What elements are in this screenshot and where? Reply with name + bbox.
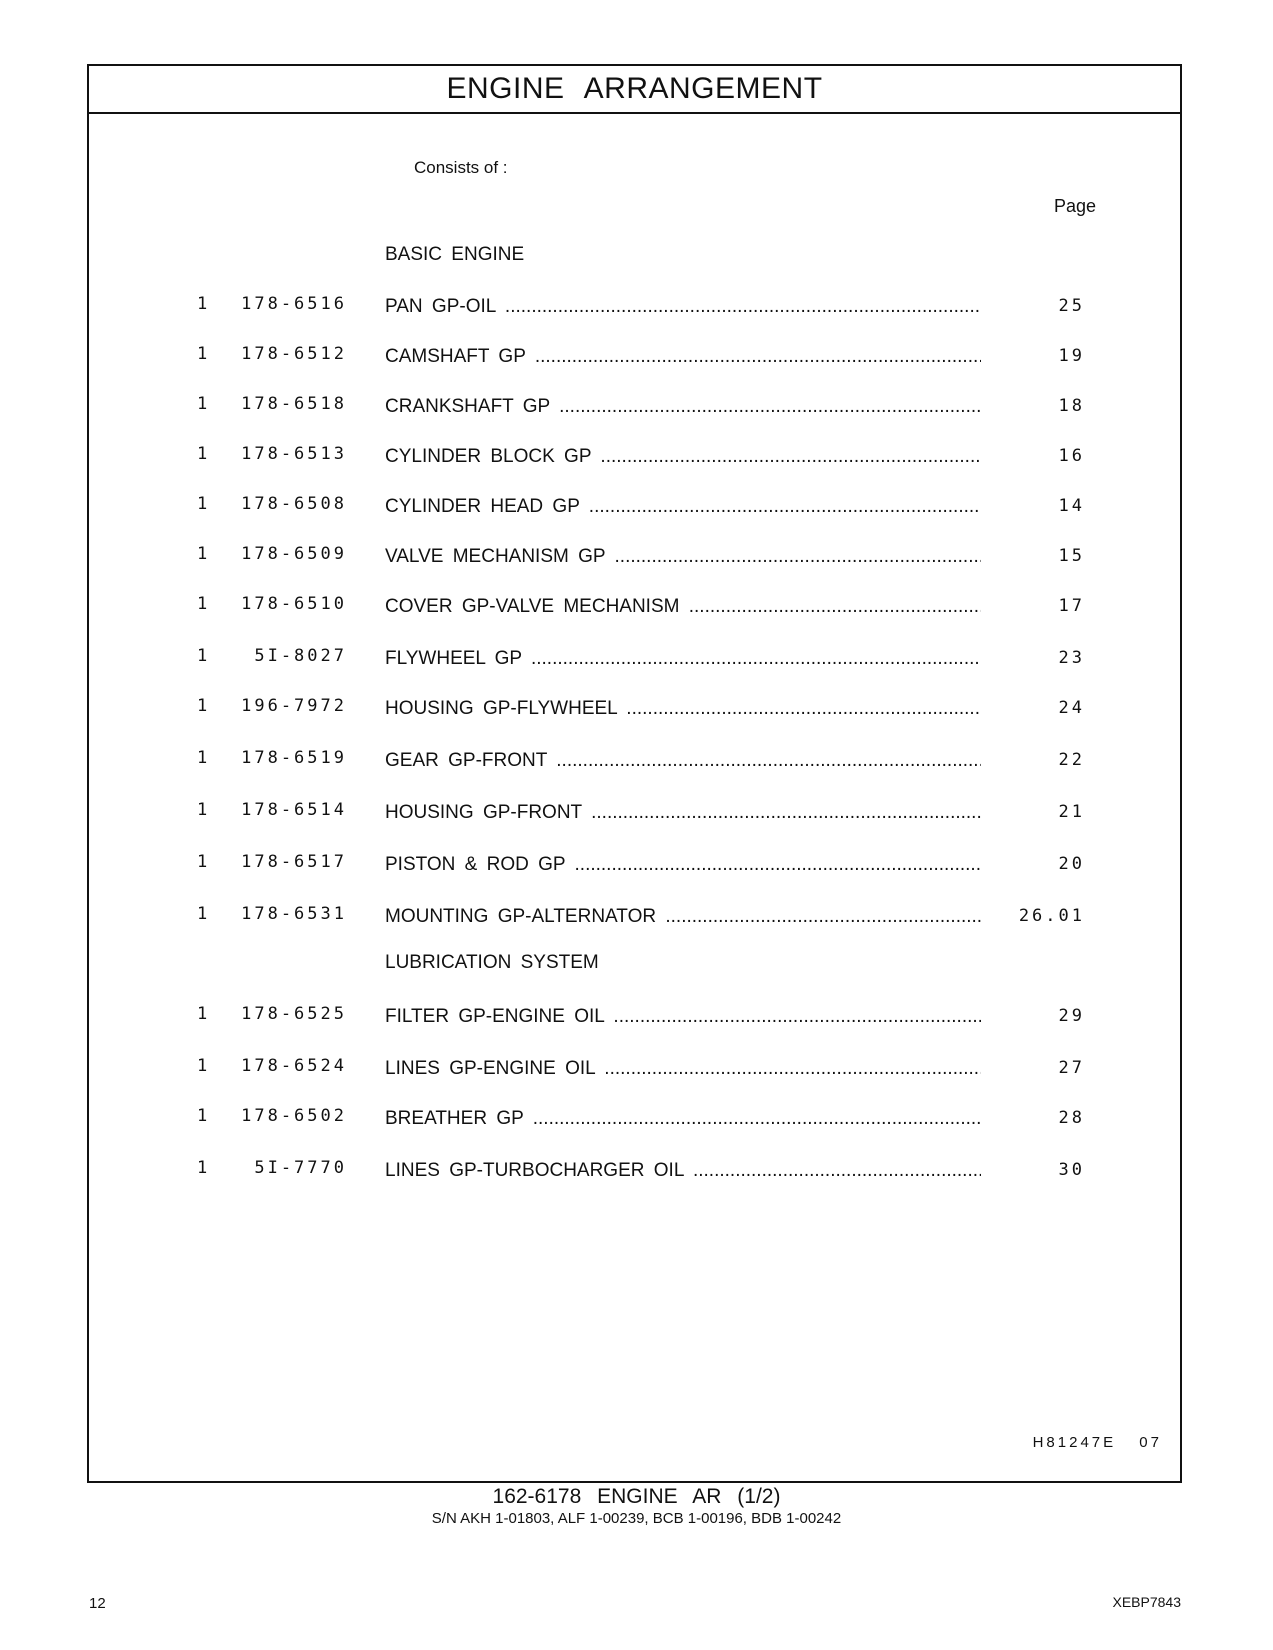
list-item <box>89 852 1180 882</box>
item-qty: 1 <box>197 904 211 924</box>
page-column-header: Page <box>1054 196 1097 216</box>
item-description: LINES GP-TURBOCHARGER OIL ..... <box>385 1160 981 1182</box>
item-page: 14 <box>1058 496 1085 516</box>
list-item <box>89 594 1180 624</box>
list-item <box>89 544 1180 574</box>
item-part-number: 5I-7770 <box>254 1158 347 1178</box>
item-qty: 1 <box>197 344 211 364</box>
item-page: 19 <box>1058 346 1085 366</box>
list-item <box>89 444 1180 474</box>
item-qty: 1 <box>197 646 211 666</box>
list-item <box>89 904 1180 934</box>
list-item <box>89 800 1180 830</box>
item-qty: 1 <box>197 1106 211 1126</box>
content-frame <box>87 64 1182 1483</box>
item-description: HOUSING GP-FLYWHEEL ..... <box>385 698 981 720</box>
item-page: 20 <box>1058 854 1085 874</box>
item-description: CYLINDER HEAD GP ..... <box>385 496 981 518</box>
item-page: 29 <box>1058 1006 1085 1026</box>
item-description: CYLINDER BLOCK GP ..... <box>385 446 981 468</box>
item-page: 17 <box>1058 596 1085 616</box>
serial-numbers: S/N AKH 1-01803, ALF 1-00239, BCB 1-00196, BDB 1-00242 <box>431 1510 842 1527</box>
item-qty: 1 <box>197 594 211 614</box>
list-item <box>89 494 1180 524</box>
item-part-number: 178-6531 <box>241 904 347 924</box>
item-description: CRANKSHAFT GP ..... <box>385 396 981 418</box>
list-item <box>89 646 1180 676</box>
section-heading-lubrication-system: LUBRICATION SYSTEM <box>385 952 599 973</box>
item-part-number: 178-6525 <box>241 1004 347 1024</box>
item-qty: 1 <box>197 852 211 872</box>
item-qty: 1 <box>197 800 211 820</box>
item-qty: 1 <box>197 748 211 768</box>
document-id: XEBP7843 <box>1112 1594 1181 1610</box>
page-title: ENGINE ARRANGEMENT <box>89 66 1180 114</box>
item-description: FLYWHEEL GP ..... <box>385 648 981 670</box>
item-description: GEAR GP-FRONT ..... <box>385 750 981 772</box>
item-qty: 1 <box>197 444 211 464</box>
item-part-number: 178-6516 <box>241 294 347 314</box>
item-part-number: 178-6512 <box>241 344 347 364</box>
item-part-number: 178-6508 <box>241 494 347 514</box>
list-item <box>89 1004 1180 1034</box>
item-part-number: 178-6509 <box>241 544 347 564</box>
item-part-number: 178-6510 <box>241 594 347 614</box>
list-item <box>89 748 1180 778</box>
item-part-number: 178-6517 <box>241 852 347 872</box>
item-part-number: 178-6502 <box>241 1106 347 1126</box>
item-qty: 1 <box>197 294 211 314</box>
item-page: 18 <box>1058 396 1085 416</box>
item-part-number: 196-7972 <box>241 696 347 716</box>
list-item <box>89 1106 1180 1136</box>
item-qty: 1 <box>197 394 211 414</box>
list-item <box>89 1158 1180 1188</box>
item-part-number: 5I-8027 <box>254 646 347 666</box>
list-item <box>89 294 1180 324</box>
item-page: 22 <box>1058 750 1085 770</box>
item-page: 23 <box>1058 648 1085 668</box>
item-part-number: 178-6514 <box>241 800 347 820</box>
item-qty: 1 <box>197 494 211 514</box>
item-page: 25 <box>1058 296 1085 316</box>
list-item <box>89 344 1180 374</box>
item-page: 27 <box>1058 1058 1085 1078</box>
illustration-code: H81247E 07 <box>1032 1434 1162 1451</box>
item-page: 26.01 <box>1018 906 1085 926</box>
item-description: BREATHER GP ..... <box>385 1108 981 1130</box>
item-qty: 1 <box>197 1158 211 1178</box>
item-qty: 1 <box>197 1004 211 1024</box>
item-page: 15 <box>1058 546 1085 566</box>
item-part-number: 178-6519 <box>241 748 347 768</box>
item-page: 24 <box>1058 698 1085 718</box>
item-description: VALVE MECHANISM GP ..... <box>385 546 981 568</box>
list-item <box>89 394 1180 424</box>
item-description: PAN GP-OIL ..... <box>385 296 981 318</box>
item-part-number: 178-6513 <box>241 444 347 464</box>
item-description: COVER GP-VALVE MECHANISM ..... <box>385 596 981 618</box>
item-qty: 1 <box>197 544 211 564</box>
item-page: 30 <box>1058 1160 1085 1180</box>
item-description: LINES GP-ENGINE OIL ..... <box>385 1058 981 1080</box>
list-item <box>89 696 1180 726</box>
item-description: HOUSING GP-FRONT ..... <box>385 802 981 824</box>
page-number: 12 <box>89 1595 106 1612</box>
list-item <box>89 1056 1180 1086</box>
consists-label: Consists of : <box>414 158 508 177</box>
item-description: CAMSHAFT GP ..... <box>385 346 981 368</box>
item-page: 16 <box>1058 446 1085 466</box>
item-description: FILTER GP-ENGINE OIL ..... <box>385 1006 981 1028</box>
item-page: 28 <box>1058 1108 1085 1128</box>
item-qty: 1 <box>197 1056 211 1076</box>
section-heading-basic-engine: BASIC ENGINE <box>385 244 525 265</box>
item-description: PISTON & ROD GP ..... <box>385 854 981 876</box>
item-part-number: 178-6518 <box>241 394 347 414</box>
item-qty: 1 <box>197 696 211 716</box>
item-page: 21 <box>1058 802 1085 822</box>
item-part-number: 178-6524 <box>241 1056 347 1076</box>
footer-title: 162-6178 ENGINE AR (1/2) <box>492 1485 781 1508</box>
item-description: MOUNTING GP-ALTERNATOR ..... <box>385 906 981 928</box>
